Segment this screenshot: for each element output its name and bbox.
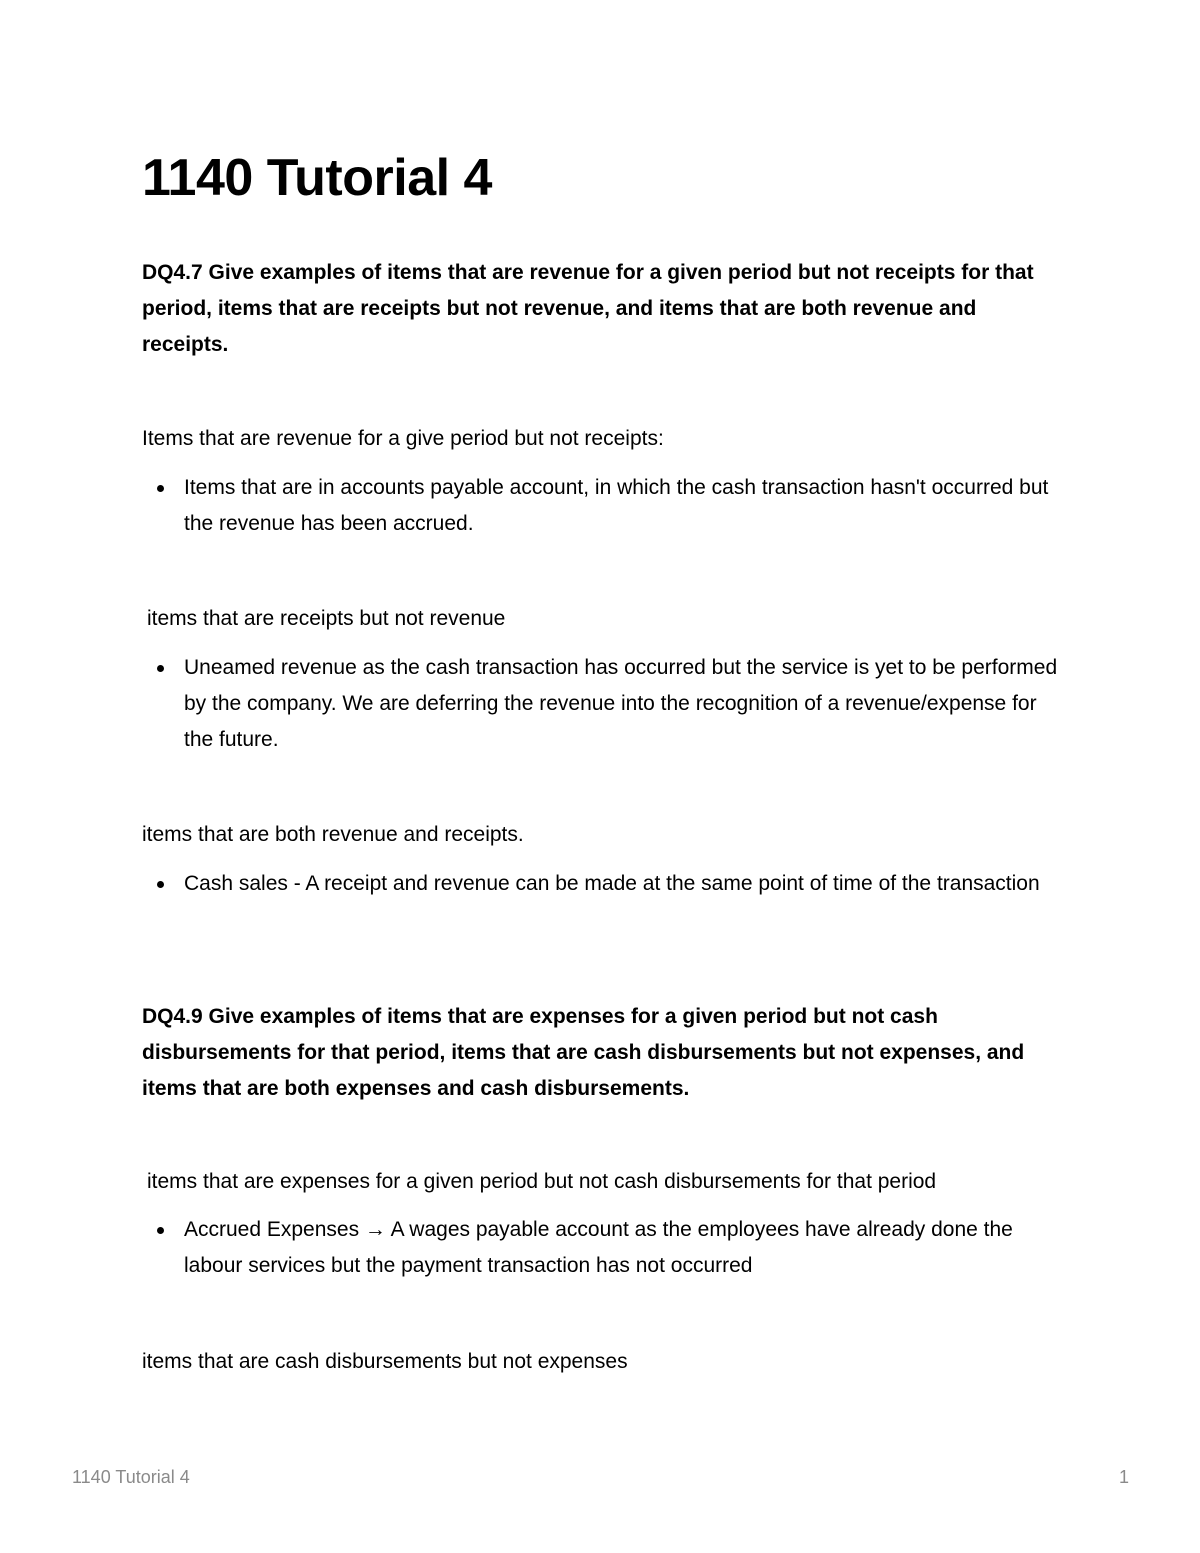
- dq4-7-section-1-list: [142, 470, 1062, 542]
- bullet-icon: [157, 881, 164, 888]
- list-item: [142, 470, 1062, 542]
- dq4-7-section-3-list: [142, 866, 1062, 902]
- bullet-icon: [157, 485, 164, 492]
- dq4-9-section-2-heading: items that are cash disbursements but not expenses: [142, 1350, 628, 1373]
- list-item-text: Items that are in accounts payable account, in which the cash transaction hasn't occurred but the revenue has been accrued.: [184, 476, 1049, 535]
- dq4-7-section-2-heading: items that are receipts but not revenue: [147, 607, 506, 630]
- page-title: 1140 Tutorial 4: [142, 149, 492, 207]
- list-item-text: Accrued Expenses → A wages payable account as the employees have already done the labour services but the payment transaction has not occurred: [184, 1218, 1013, 1277]
- bullet-icon: [157, 1227, 164, 1234]
- list-item: [142, 866, 1062, 902]
- list-item-text: Cash sales - A receipt and revenue can be made at the same point of time of the transaction: [184, 872, 1040, 895]
- list-item: [142, 1212, 1062, 1284]
- dq4-7-section-2-list: [142, 650, 1062, 758]
- dq4-9-section-1-list: [142, 1212, 1062, 1284]
- dq4-7-section-1-heading: Items that are revenue for a give period but not receipts:: [142, 427, 664, 450]
- dq4-7-section-3-heading: items that are both revenue and receipts.: [142, 823, 524, 846]
- footer-page-number: 1: [1118, 1467, 1129, 1487]
- list-item: [142, 650, 1062, 758]
- question-dq4-9: DQ4.9 Give examples of items that are expenses for a given period but not cash disbursements for that period, items that are cash disbursements but not expenses, and items that are both expenses and cash disbursements.: [142, 1005, 1025, 1100]
- footer-title: 1140 Tutorial 4: [72, 1467, 190, 1487]
- bullet-icon: [157, 665, 164, 672]
- list-item-text: Uneamed revenue as the cash transaction has occurred but the service is yet to be performed by the company. We are deferring the revenue into the recognition of a revenue/expense for the future.: [184, 656, 1058, 751]
- question-dq4-7: DQ4.7 Give examples of items that are revenue for a given period but not receipts for that period, items that are receipts but not revenue, and items that are both revenue and receipts.: [142, 261, 1034, 356]
- dq4-9-section-1-heading: items that are expenses for a given period but not cash disbursements for that period: [147, 1170, 937, 1193]
